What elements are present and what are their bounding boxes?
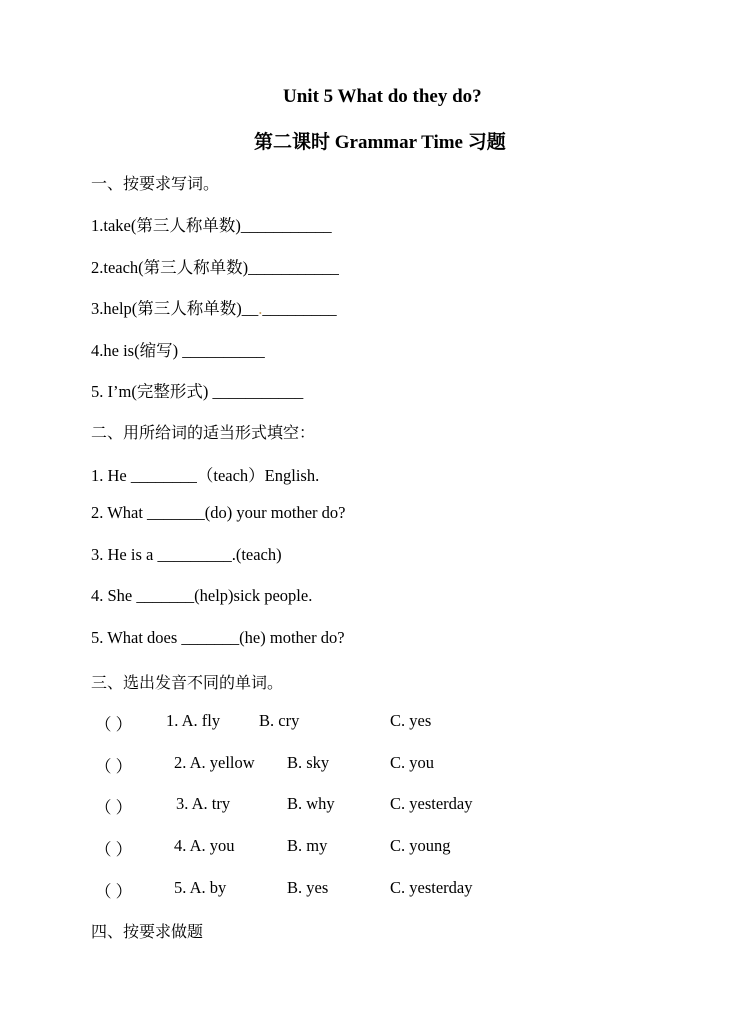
s3-row-2-c: C. you (390, 753, 435, 772)
s2-item-4: 4. She _______(help)sick people. (91, 586, 313, 605)
s1-item-3-blank: _________ (262, 299, 337, 318)
s3-row-5-a: 5. A. by (174, 878, 227, 897)
s3-row-1-c: C. yes (390, 711, 432, 730)
s1-item-4: 4.he is(缩写) __________ (91, 341, 265, 360)
s2-item-3: 3. He is a _________.(teach) (91, 545, 282, 564)
page-subtitle: 第二课时 Grammar Time 习题 (254, 132, 506, 153)
s3-row-5-c: C. yesterday (390, 878, 473, 897)
s3-row-4-a: 4. A. you (174, 836, 235, 855)
s3-row-5-bracket: （ ） (95, 882, 133, 901)
s3-row-1-a: 1. A. fly (166, 711, 221, 730)
s3-row-4-bracket: （ ） (95, 840, 133, 859)
s3-row-4-b: B. my (287, 836, 328, 855)
s1-item-5: 5. I’m(完整形式) ___________ (91, 382, 304, 401)
section-2-heading: 二、用所给词的适当形式填空： (91, 423, 316, 442)
s3-row-2-a: 2. A. yellow (174, 753, 255, 772)
s3-row-3-c: C. yesterday (390, 794, 473, 813)
section-1-heading: 一、按要求写词。 (91, 174, 220, 193)
s3-row-2-b: B. sky (287, 753, 330, 772)
s3-row-4-c: C. young (390, 836, 451, 855)
s2-item-5: 5. What does _______(he) mother do? (91, 628, 345, 647)
s3-row-5-b: B. yes (287, 878, 329, 897)
s1-item-3 (91, 295, 337, 319)
s1-item-1: 1.take(第三人称单数)___________ (91, 216, 332, 235)
s1-item-3-text: 3.help(第三人称单数)__ (91, 299, 259, 318)
stray-mark: . (258, 299, 263, 318)
s2-item-1: 1. He ________（teach）English. (91, 466, 320, 485)
s1-item-2: 2.teach(第三人称单数)___________ (91, 258, 339, 277)
s2-item-2: 2. What _______(do) your mother do? (91, 503, 346, 522)
s3-row-3-a: 3. A. try (176, 794, 231, 813)
s3-row-2-bracket: （ ） (95, 757, 133, 776)
page-title: Unit 5 What do they do? (283, 86, 482, 107)
s3-row-3-b: B. why (287, 794, 335, 813)
s3-row-1-b: B. cry (259, 711, 300, 730)
s3-row-3-bracket: （ ） (95, 798, 133, 817)
section-3-heading: 三、选出发音不同的单词。 (91, 673, 284, 692)
s3-row-1-bracket: （ ） (95, 715, 133, 734)
section-4-heading: 四、按要求做题 (91, 922, 204, 941)
